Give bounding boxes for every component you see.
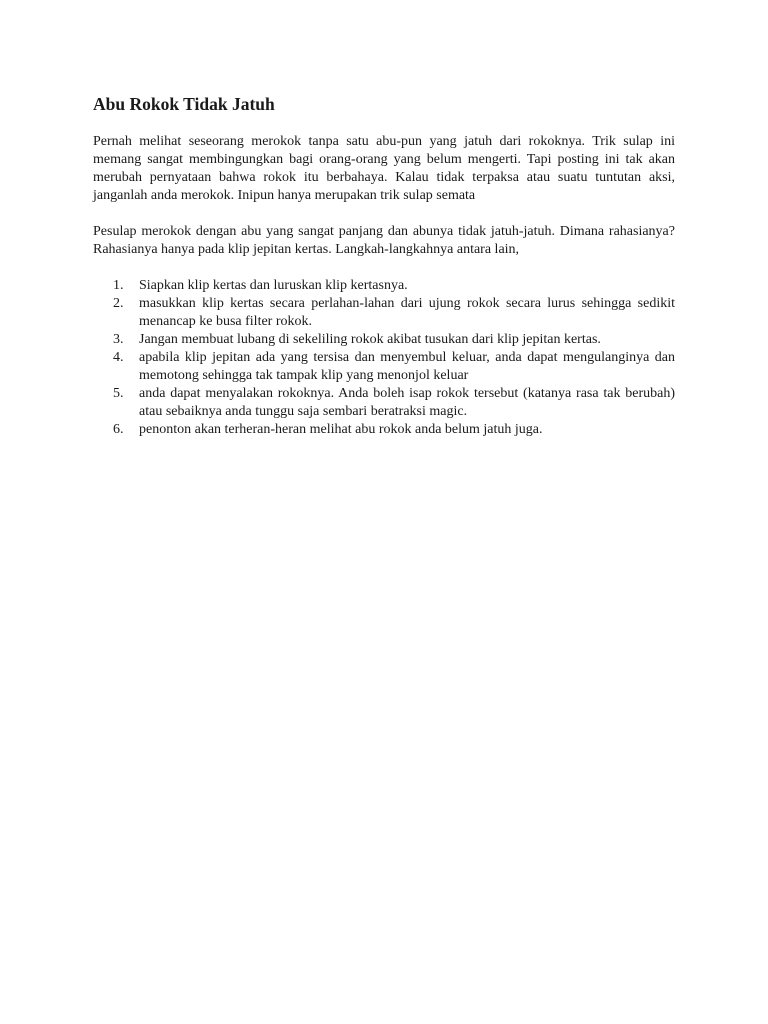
list-item-number: 3. — [113, 332, 124, 347]
list-item — [93, 295, 675, 331]
list-item-text: penonton akan terheran-heran melihat abu rokok anda belum jatuh juga. — [139, 422, 543, 437]
intro-paragraph: Pernah melihat seseorang merokok tanpa satu abu-pun yang jatuh dari rokoknya. Trik sulap ini memang sangat membingungkan bagi orang-orang yang belum mengerti. Tapi posting ini tak akan merubah pernyataan bahwa rokok itu berbahaya. Kalau tidak terpaksa atau suatu tuntutan aksi, janganlah anda merokok. Inipun hanya merupakan trik sulap semata — [93, 134, 675, 203]
list-item-text: anda dapat menyalakan rokoknya. Anda boleh isap rokok tersebut (katanya rasa tak berubah) atau sebaiknya anda tunggu saja sembari beratraksi magic. — [139, 386, 675, 419]
list-item-text: Siapkan klip kertas dan luruskan klip kertasnya. — [139, 278, 408, 293]
list-item-number: 6. — [113, 422, 124, 437]
list-item-number: 5. — [113, 386, 124, 401]
list-item-number: 2. — [113, 296, 124, 311]
list-item — [93, 385, 675, 421]
method-paragraph: Pesulap merokok dengan abu yang sangat panjang dan abunya tidak jatuh-jatuh. Dimana rahasianya? Rahasianya hanya pada klip jepitan kertas. Langkah-langkahnya antara lain, — [93, 224, 675, 257]
document-page — [93, 92, 675, 439]
list-item-number: 1. — [113, 278, 124, 293]
steps-list — [93, 277, 675, 439]
list-item — [93, 331, 675, 349]
list-item — [93, 421, 675, 439]
list-item — [93, 277, 675, 295]
document-title: Abu Rokok Tidak Jatuh — [93, 94, 275, 114]
list-item-text: masukkan klip kertas secara perlahan-lahan dari ujung rokok secara lurus sehingga sedikit menancap ke busa filter rokok. — [139, 296, 675, 329]
list-item-number: 4. — [113, 350, 124, 365]
list-item-text: apabila klip jepitan ada yang tersisa dan menyembul keluar, anda dapat mengulanginya dan memotong sehingga tak tampak klip yang menonjol keluar — [139, 350, 675, 383]
list-item-text: Jangan membuat lubang di sekeliling rokok akibat tusukan dari klip jepitan kertas. — [139, 332, 601, 347]
list-item — [93, 349, 675, 385]
